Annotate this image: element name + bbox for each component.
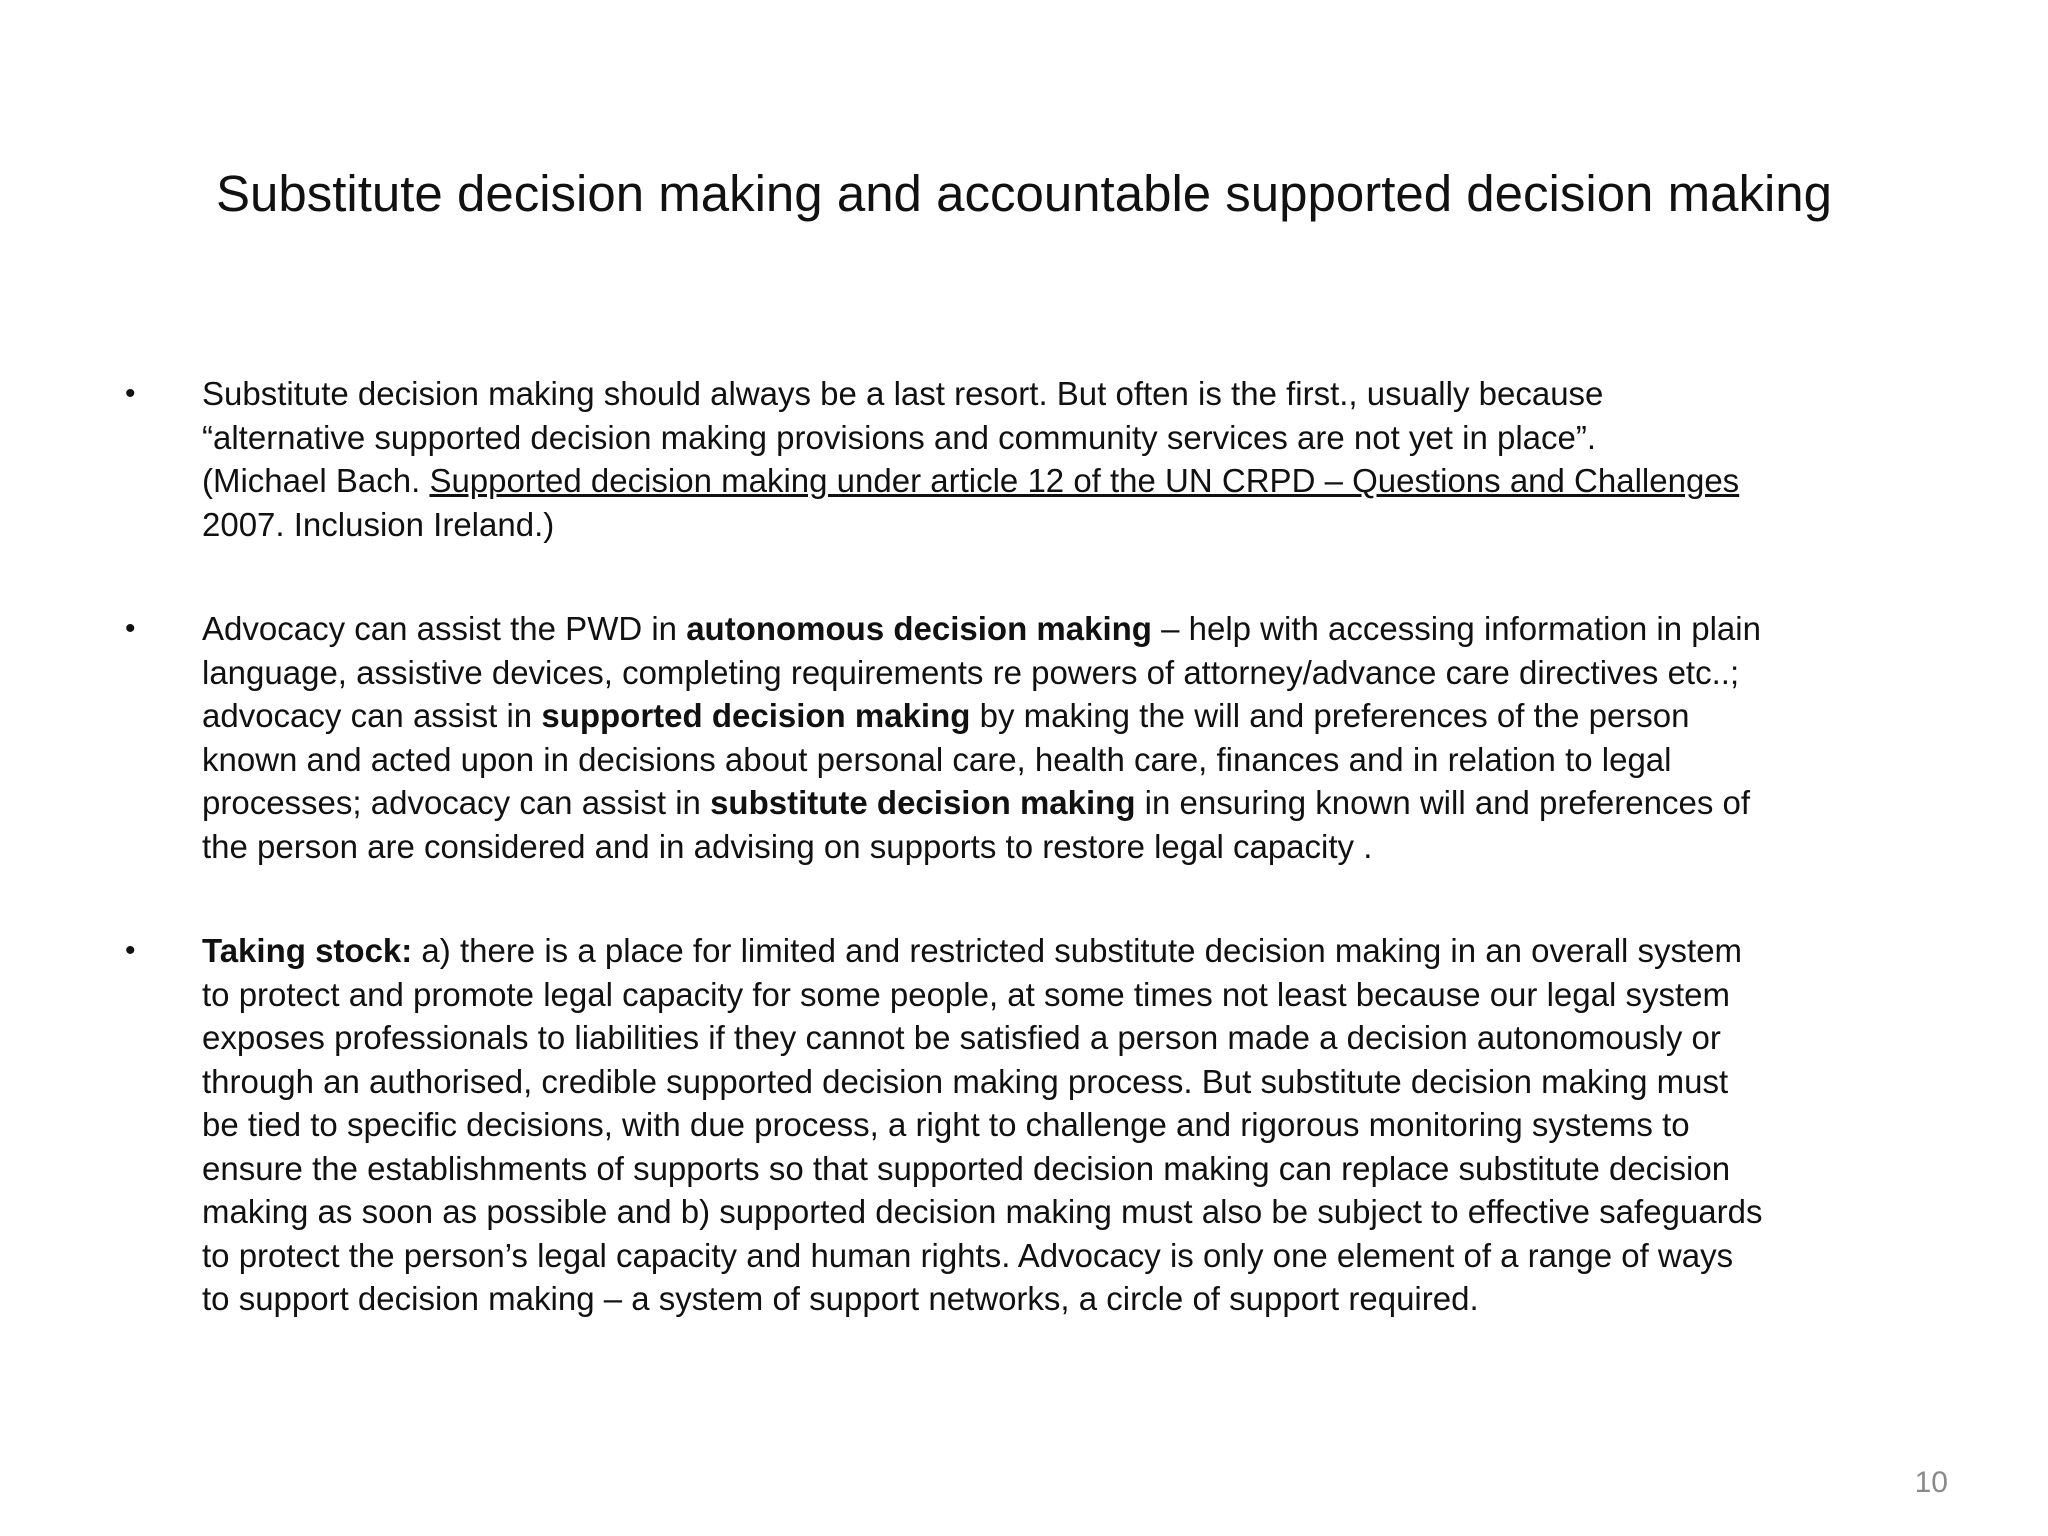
term-supported-decision-making: supported decision making <box>541 697 971 734</box>
bullet-3-line-5: be tied to specific decisions, with due process, a right to challenge and rigorous monitoring systems to <box>202 1106 1690 1143</box>
text-run: advocacy can assist in <box>202 697 542 734</box>
bullet-3-line-3: exposes professionals to liabilities if they cannot be satisfied a person made a decision autonomously or <box>202 1019 1721 1056</box>
bullet-3-line-4: through an authorised, credible supported decision making process. But substitute decision making must <box>202 1062 1729 1100</box>
bullet-1-line-1: Substitute decision making should always be a last resort. But often is the first., usually because <box>202 375 1604 412</box>
bullet-3-line-8: to protect the person’s legal capacity and human rights. Advocacy is only one element of a range of ways <box>202 1236 1734 1274</box>
bullet-icon: • <box>125 377 136 410</box>
bullet-2-line-4: known and acted upon in decisions about personal care, health care, finances and in relation to legal <box>202 740 1672 778</box>
term-substitute-decision-making: substitute decision making <box>710 784 1136 821</box>
text-run: – help with accessing information in plain <box>1151 610 1761 647</box>
bullet-3-line-2: to protect and promote legal capacity for some people, at some times not least because our legal system <box>202 975 1730 1013</box>
bullet-icon: • <box>125 934 136 967</box>
slide-title: Substitute decision making and accountable supported decision making <box>215 165 1832 222</box>
text-run: a) there is a place for limited and restricted substitute decision making in an overall system <box>412 932 1743 969</box>
bullet-3-line-7: making as soon as possible and b) supported decision making must also be subject to effective safeguards <box>202 1193 1763 1230</box>
text-run: Advocacy can assist the PWD in <box>202 610 687 647</box>
citation-suffix: 2007. Inclusion Ireland.) <box>202 505 555 543</box>
bullet-2-line-3 <box>202 694 1950 738</box>
citation-prefix: (Michael Bach. <box>202 462 430 499</box>
bullet-list <box>120 372 1950 1321</box>
bullet-3-line-6: ensure the establishments of supports so that supported decision making can replace substitute decision <box>202 1149 1731 1187</box>
bullet-3-line-1 <box>202 929 1950 973</box>
bullet-2-line-1 <box>202 607 1950 651</box>
bullet-item-taking-stock <box>120 929 1950 1321</box>
bullet-2-line-5 <box>202 781 1950 825</box>
bullet-2-line-6: the person are considered and in advising on supports to restore legal capacity . <box>202 827 1373 865</box>
bullet-1-citation-line <box>202 459 1950 503</box>
bullet-3-line-9: to support decision making – a system of support networks, a circle of support required. <box>202 1280 1479 1317</box>
bullet-2-line-2: language, assistive devices, completing requirements re powers of attorney/advance care directives etc..; <box>202 653 1740 691</box>
text-run: by making the will and preferences of the person <box>970 697 1690 734</box>
bullet-1-line-2: “alternative supported decision making provisions and community services are not yet in place”. <box>202 418 1597 456</box>
citation-title: Supported decision making under article 12 of the UN CRPD – Questions and Challenges <box>429 462 1740 499</box>
bullet-item-advocacy <box>120 607 1950 868</box>
term-autonomous-decision-making: autonomous decision making <box>686 610 1152 647</box>
text-run: processes; advocacy can assist in <box>202 784 711 821</box>
page-number: 10 <box>1914 1466 1948 1499</box>
taking-stock-lead: Taking stock: <box>202 932 413 969</box>
text-run: in ensuring known will and preferences of <box>1135 784 1751 821</box>
bullet-icon: • <box>125 612 136 645</box>
bullet-item-last-resort <box>120 372 1950 546</box>
